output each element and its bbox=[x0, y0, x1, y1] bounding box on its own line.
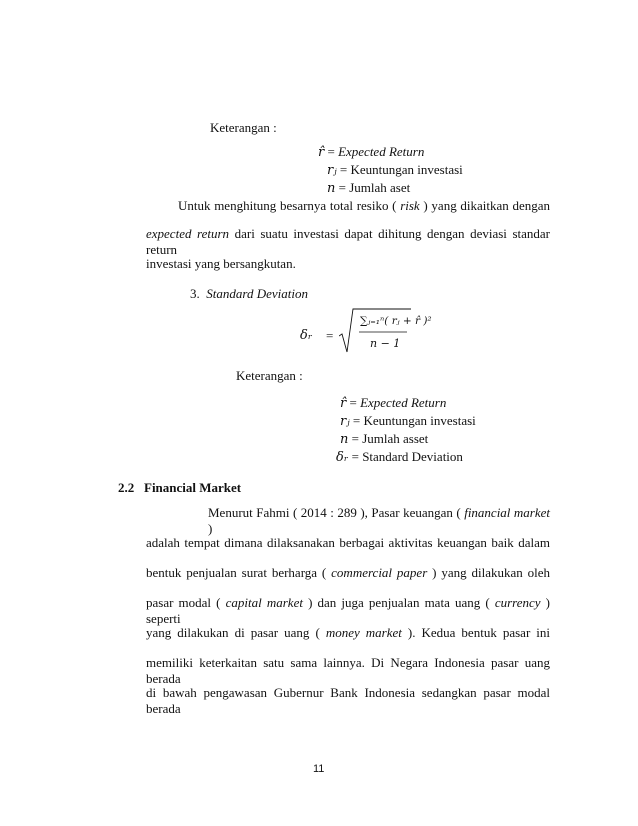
formula-equals: = bbox=[326, 328, 334, 343]
definition-item: 𝑛 = Jumlah asset bbox=[340, 431, 429, 447]
paragraph-line: Menurut Fahmi ( 2014 : 289 ), Pasar keuangan ( financial market ) bbox=[208, 505, 551, 536]
paragraph-line: adalah tempat dimana dilaksanakan berbagai aktivitas keuangan baik dalam bbox=[146, 535, 550, 550]
section-heading: 2.2 Financial Market bbox=[118, 480, 242, 495]
definition-item: 𝑟ⱼ = Keuntungan investasi bbox=[340, 413, 476, 429]
page-number: 11 bbox=[313, 763, 325, 775]
keterangan-label: Keterangan : bbox=[236, 368, 303, 383]
formula-lhs: δᵣ bbox=[300, 328, 313, 343]
paragraph-line: investasi yang bersangkutan. bbox=[146, 256, 296, 271]
paragraph-line: di bawah pengawasan Gubernur Bank Indonesia sedangkan pasar modal berada bbox=[146, 685, 550, 716]
keterangan-label: Keterangan : bbox=[210, 120, 277, 135]
formula-numerator: ∑ⱼ₌₁ⁿ( 𝑟ⱼ + r̂ )² bbox=[360, 315, 432, 327]
section-heading: 3. Standard Deviation bbox=[190, 286, 308, 301]
definition-item: 𝑛 = Jumlah aset bbox=[327, 180, 411, 196]
definition-item: δᵣ = Standard Deviation bbox=[336, 449, 463, 465]
formula-denominator: 𝑛 − 1 bbox=[370, 337, 401, 350]
definition-item: r̂ = Expected Return bbox=[340, 395, 447, 411]
paragraph-line: memiliki keterkaitan satu sama lainnya. Di Negara Indonesia pasar uang berada bbox=[146, 655, 550, 686]
paragraph-line: bentuk penjualan surat berharga ( commercial paper ) yang dilakukan oleh bbox=[146, 565, 551, 580]
definition-item: r̂ = Expected Return bbox=[318, 144, 425, 160]
paragraph-line: Untuk menghitung besarnya total resiko ( risk ) yang dikaitkan dengan bbox=[178, 198, 551, 213]
paragraph-line: expected return dari suatu investasi dapat dihitung dengan deviasi standar return bbox=[146, 226, 551, 257]
definition-item: 𝑟ⱼ = Keuntungan investasi bbox=[327, 162, 463, 178]
paragraph-line: pasar modal ( capital market ) dan juga penjualan mata uang ( currency ) seperti bbox=[146, 595, 550, 626]
paragraph-line: yang dilakukan di pasar uang ( money market ). Kedua bentuk pasar ini bbox=[146, 625, 551, 640]
